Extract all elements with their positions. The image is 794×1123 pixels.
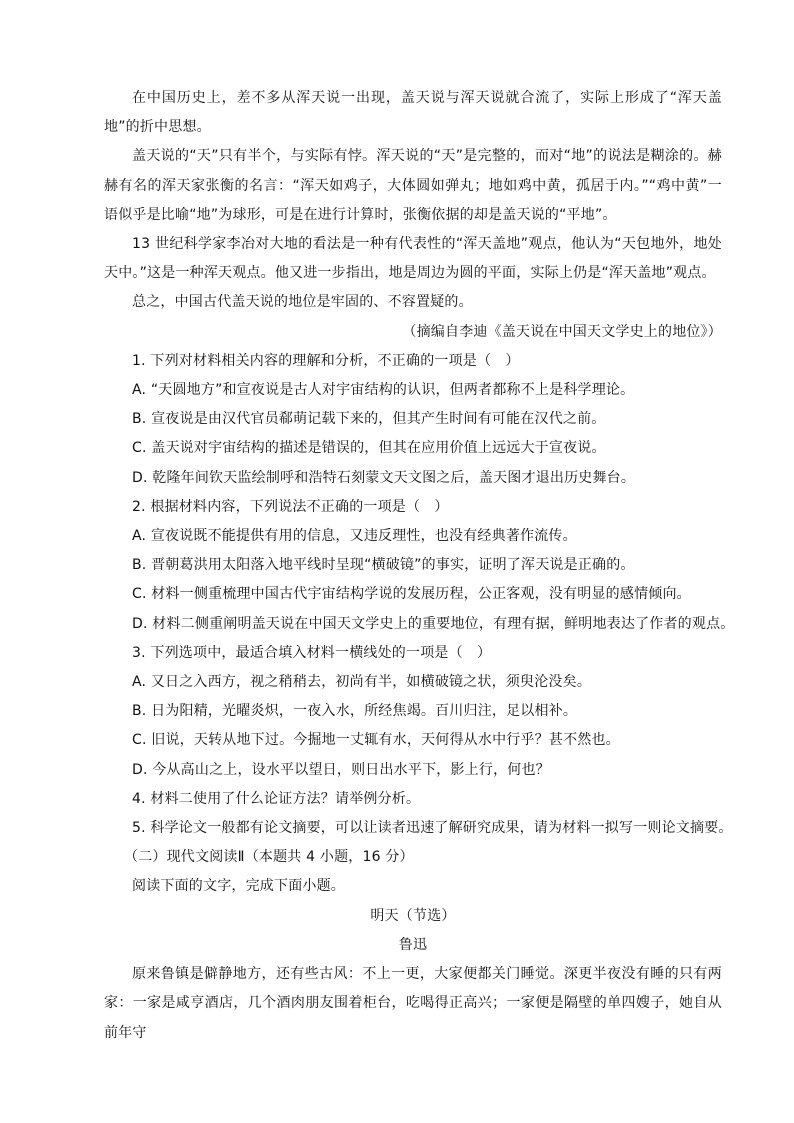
- question-stem: 1. 下列对材料相关内容的理解和分析，不正确的一项是（ ）: [132, 352, 520, 369]
- option-d: D. 乾隆年间钦天监绘制呼和浩特石刻蒙文天文图之后，盖天图才退出历史舞台。: [132, 469, 636, 486]
- document-body: [104, 84, 735, 1048]
- source-citation: （摘编自李迪《盖天说在中国天文学史上的地位》）: [402, 323, 722, 340]
- option-b: B. 晋朝葛洪用太阳落入地平线时呈现“横破镜”的事实，证明了浑天说是正确的。: [132, 557, 635, 574]
- paragraph-4: 总之，中国古代盖天说的地位是牢固的、不容置疑的。: [132, 294, 473, 311]
- option-c: C. 旧说，天转从地下过。今掘地一丈辄有水，天何得从水中行乎？甚不然也。: [132, 732, 620, 749]
- option-c: C. 材料一侧重梳理中国古代宇宙结构学说的发展历程，公正客观，没有明显的感情倾向。: [132, 586, 691, 603]
- option-a: A. “天圆地方”和宣夜说是古人对宇宙结构的认识，但两者都称不上是科学理论。: [132, 382, 635, 399]
- question-3: [104, 639, 722, 785]
- section-heading: （二）现代文阅读Ⅱ（本题共 4 小题，16 分）: [124, 849, 414, 866]
- option-a: A. 又日之入西方，视之稍稍去，初尚有半，如横破镜之状，须臾沦没矣。: [132, 674, 592, 691]
- option-d: D. 今从高山之上，设水平以望日，则日出水平下，影上行，何也？: [132, 761, 550, 778]
- option-a: A. 宣夜说既不能提供有用的信息，又违反理性，也没有经典著作流传。: [132, 528, 577, 545]
- instruction: 阅读下面的文字，完成下面小题。: [132, 878, 345, 895]
- question-2: [104, 493, 735, 639]
- story-title: 明天（节选）: [370, 907, 456, 924]
- question-5: 5. 科学论文一般都有论文摘要，可以让读者迅速了解研究成果，请为材料一拟写一则论文摘要。: [132, 820, 733, 837]
- story-author: 鲁迅: [398, 936, 428, 953]
- question-4: 4. 材料二使用了什么论证方法？请举例分析。: [132, 790, 421, 807]
- paragraph-1: 在中国历史上，差不多从浑天说一出现，盖天说与浑天说就合流了，实际上形成了“浑天盖地”的折中思想。: [104, 90, 722, 136]
- option-b: B. 日为阳精，光曜炎炽，一夜入水，所经焦竭。百川归注，足以相补。: [132, 703, 578, 720]
- paragraph-3: 13 世纪科学家李冶对大地的看法是一种有代表性的“浑天盖地”观点，他认为“天包地外，地处天中。”这是一种浑天观点。他又进一步指出，地是周边为圆的平面，实际上仍是“浑天盖地”观点。: [104, 236, 722, 282]
- option-c: C. 盖天说对宇宙结构的描述是错误的，但其在应用价值上远远大于宣夜说。: [132, 440, 606, 457]
- paragraph-2: 盖天说的“天”只有半个，与实际有悖。浑天说的“天”是完整的，而对“地”的说法是糊涂的。赫赫有名的浑天家张衡的名言：“浑天如鸡子，大体圆如弹丸；地如鸡中黄，孤居于内。”“鸡中黄”一语似乎是比喻“地”为球形，可是在进行计算时，张衡依据的却是盖天说的“平地”。: [104, 148, 722, 223]
- option-d: D. 材料二侧重阐明盖天说在中国天文学史上的重要地位，有理有据，鲜明地表达了作者的观点。: [132, 615, 735, 632]
- question-stem: 2. 根据材料内容，下列说法不正确的一项是（ ）: [132, 498, 449, 515]
- option-b: B. 宣夜说是由汉代官员郗萌记载下来的，但其产生时间有可能在汉代之前。: [132, 411, 606, 428]
- story-paragraph: 原来鲁镇是僻静地方，还有些古风：不上一更，大家便都关门睡觉。深更半夜没有睡的只有两家：一家是咸亨酒店，几个酒肉朋友围着柜台，吃喝得正高兴；一家便是隔壁的单四嫂子，她自从前年守: [104, 966, 722, 1041]
- question-1: [104, 347, 722, 493]
- question-stem: 3. 下列选项中，最适合填入材料一横线处的一项是（ ）: [132, 644, 492, 661]
